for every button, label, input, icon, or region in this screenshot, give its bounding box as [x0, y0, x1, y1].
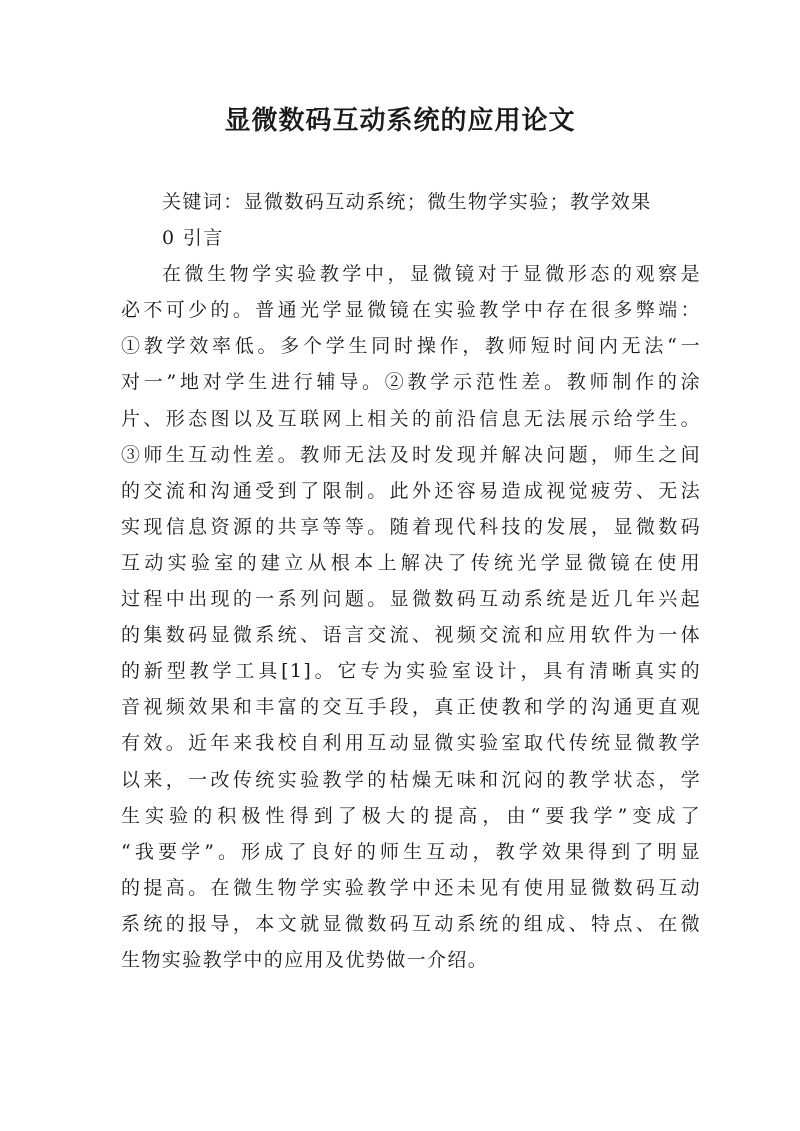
- paragraph-line: 音视频效果和丰富的交互手段，真正使教和学的沟通更直观: [121, 696, 701, 719]
- paragraph-line: 生物实验教学中的应用及优势做一介绍。: [121, 948, 489, 971]
- paragraph-line: 的提高。在微生物学实验教学中还未见有使用显微数码互动: [121, 876, 701, 899]
- paragraph-line: 互动实验室的建立从根本上解决了传统光学显微镜在使用: [121, 551, 701, 574]
- paragraph-line: ①教学效率低。多个学生同时操作，教师短时间内无法“一: [121, 335, 701, 358]
- paragraph-line: 必不可少的。普通光学显微镜在实验教学中存在很多弊端：: [121, 299, 701, 322]
- paragraph-line: ③师生互动性差。教师无法及时发现并解决问题，师生之间: [121, 443, 701, 466]
- paragraph-line: 在微生物学实验教学中，显微镜对于显微形态的观察是: [162, 263, 701, 286]
- paragraph-line: 以来，一改传统实验教学的枯燥无味和沉闷的教学状态，学: [121, 768, 701, 791]
- document-body: [121, 184, 701, 978]
- paragraph-line: 有效。近年来我校自利用互动显微实验室取代传统显微教学: [121, 732, 701, 755]
- document-title: 显微数码互动系统的应用论文: [224, 106, 576, 136]
- section-heading: 0 引言: [162, 227, 224, 250]
- paragraph-line: 片、形态图以及互联网上相关的前沿信息无法展示给学生。: [121, 407, 701, 430]
- paragraph-line: 的新型教学工具[1]。它专为实验室设计，具有清晰真实的: [121, 660, 701, 683]
- paragraph-line: 的集数码显微系统、语言交流、视频交流和应用软件为一体: [121, 624, 701, 647]
- paragraph-line: 生实验的积极性得到了极大的提高，由“要我学”变成了: [121, 804, 701, 827]
- paragraph-line: 对一”地对学生进行辅导。②教学示范性差。教师制作的涂: [121, 371, 701, 394]
- paragraph-line: 过程中出现的一系列问题。显微数码互动系统是近几年兴起: [121, 588, 701, 611]
- paragraph-line: 系统的报导，本文就显微数码互动系统的组成、特点、在微: [121, 912, 701, 935]
- paragraph-line: 实现信息资源的共享等等。随着现代科技的发展，显微数码: [121, 515, 701, 538]
- paragraph-line: “我要学”。形成了良好的师生互动，教学效果得到了明显: [121, 840, 701, 863]
- paragraph-line: 的交流和沟通受到了限制。此外还容易造成视觉疲劳、无法: [121, 479, 701, 502]
- keywords-line: 关键词：显微数码互动系统；微生物学实验；教学效果: [162, 191, 652, 213]
